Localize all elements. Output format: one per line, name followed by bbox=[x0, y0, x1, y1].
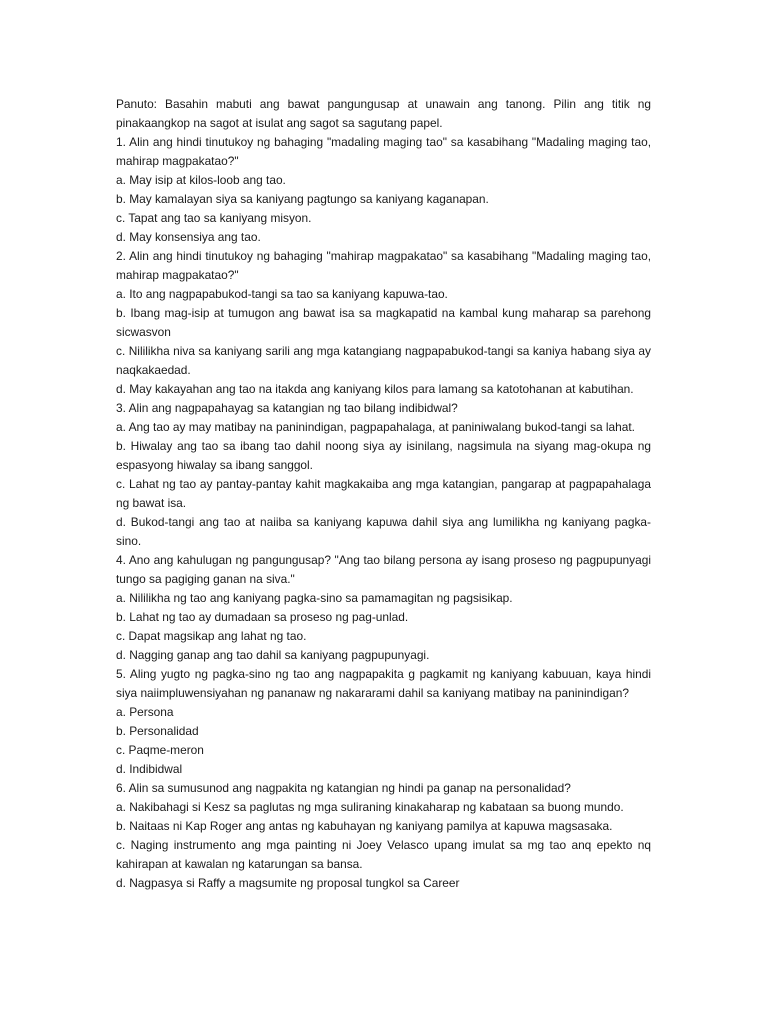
choice-b: b. Ibang mag-isip at tumugon ang bawat isa sa magkapatid na kambal kung maharap sa parehong sicwasvon bbox=[116, 306, 651, 339]
choice-a: a. Nakibahagi si Kesz sa paglutas ng mga suliraning kinakaharap ng kabataan sa buong mundo. bbox=[116, 800, 624, 814]
choice-c: c. Tapat ang tao sa kaniyang misyon. bbox=[116, 211, 312, 225]
choice-c: c. Dapat magsikap ang lahat ng tao. bbox=[116, 629, 307, 643]
choice-d: d. Nagging ganap ang tao dahil sa kaniyang pagpupunyagi. bbox=[116, 648, 430, 662]
choice-a: a. Ang tao ay may matibay na paninindigan, pagpapahalaga, at paniniwalang bukod-tangi sa lahat. bbox=[116, 420, 635, 434]
question-5 bbox=[116, 665, 651, 779]
question-4 bbox=[116, 551, 651, 665]
choice-b: b. Hiwalay ang tao sa ibang tao dahil noong siya ay isinilang, nagsimula na siyang mag-okupa ng espasyong hiwalay sa ibang sanggol. bbox=[116, 439, 651, 472]
choice-b: b. Naitaas ni Kap Roger ang antas ng kabuhayan ng kaniyang pamilya at kapuwa magsasaka. bbox=[116, 819, 613, 833]
question-3 bbox=[116, 399, 651, 551]
worksheet-page bbox=[116, 95, 651, 893]
question-text: 2. Alin ang hindi tinutukoy ng bahaging "mahirap magpakatao" sa kasabihang "Madaling maging tao, mahirap magpakatao?" bbox=[116, 249, 651, 282]
choice-b: b. May kamalayan siya sa kaniyang pagtungo sa kaniyang kaganapan. bbox=[116, 192, 489, 206]
choice-c: c. Lahat ng tao ay pantay-pantay kahit magkakaiba ang mga katangian, pangarap at pagpapahalaga ng bawat isa. bbox=[116, 477, 651, 510]
question-text: 6. Alin sa sumusunod ang nagpakita ng katangian ng hindi pa ganap na personalidad? bbox=[116, 781, 571, 795]
choice-d: d. Indibidwal bbox=[116, 762, 183, 776]
choice-a: a. May isip at kilos-loob ang tao. bbox=[116, 173, 286, 187]
choice-d: d. May kakayahan ang tao na itakda ang kaniyang kilos para lamang sa katotohanan at kabutihan. bbox=[116, 382, 634, 396]
question-text: 5. Aling yugto ng pagka-sino ng tao ang nagpapakita g pagkamit ng kaniyang kabuuan, kaya hindi siya naiimpluwensiyahan ng pananaw ng nakararami dahil sa kaniyang matibay na paninindigan? bbox=[116, 667, 651, 700]
question-2 bbox=[116, 247, 651, 399]
choice-c: c. Naging instrumento ang mga painting ni Joey Velasco upang imulat sa mg tao anq epekto nq kahirapan at kawalan ng katarungan sa bansa. bbox=[116, 838, 651, 871]
question-text: 1. Alin ang hindi tinutukoy ng bahaging "madaling maging tao" sa kasabihang "Madaling maging tao, mahirap magpakatao?" bbox=[116, 135, 651, 168]
question-text: 4. Ano ang kahulugan ng pangungusap? "Ang tao bilang persona ay isang proseso ng pagpupunyagi tungo sa pagiging ganan na siva." bbox=[116, 553, 651, 586]
choice-d: d. Nagpasya si Raffy a magsumite ng proposal tungkol sa Career bbox=[116, 876, 460, 890]
choice-c: c. Paqme-meron bbox=[116, 743, 204, 757]
question-1 bbox=[116, 133, 651, 247]
choice-a: a. Ito ang nagpapabukod-tangi sa tao sa kaniyang kapuwa-tao. bbox=[116, 287, 448, 301]
choice-a: a. Persona bbox=[116, 705, 174, 719]
question-6 bbox=[116, 779, 651, 893]
choice-d: d. Bukod-tangi ang tao at naiiba sa kaniyang kapuwa dahil siya ang lumilikha ng kaniyang pagka-sino. bbox=[116, 515, 651, 548]
choice-a: a. Nililikha ng tao ang kaniyang pagka-sino sa pamamagitan ng pagsisikap. bbox=[116, 591, 513, 605]
instructions: Panuto: Basahin mabuti ang bawat pangungusap at unawain ang tanong. Pilin ang titik ng pinakaangkop na sagot at isulat ang sagot sa sagutang papel. bbox=[116, 97, 651, 130]
choice-b: b. Personalidad bbox=[116, 724, 199, 738]
choice-d: d. May konsensiya ang tao. bbox=[116, 230, 261, 244]
choice-b: b. Lahat ng tao ay dumadaan sa proseso ng pag-unlad. bbox=[116, 610, 409, 624]
question-text: 3. Alin ang nagpapahayag sa katangian ng tao bilang indibidwal? bbox=[116, 401, 458, 415]
choice-c: c. Nililikha niva sa kaniyang sarili ang mga katangiang nagpapabukod-tangi sa kaniya habang siya ay naqkakaedad. bbox=[116, 344, 651, 377]
